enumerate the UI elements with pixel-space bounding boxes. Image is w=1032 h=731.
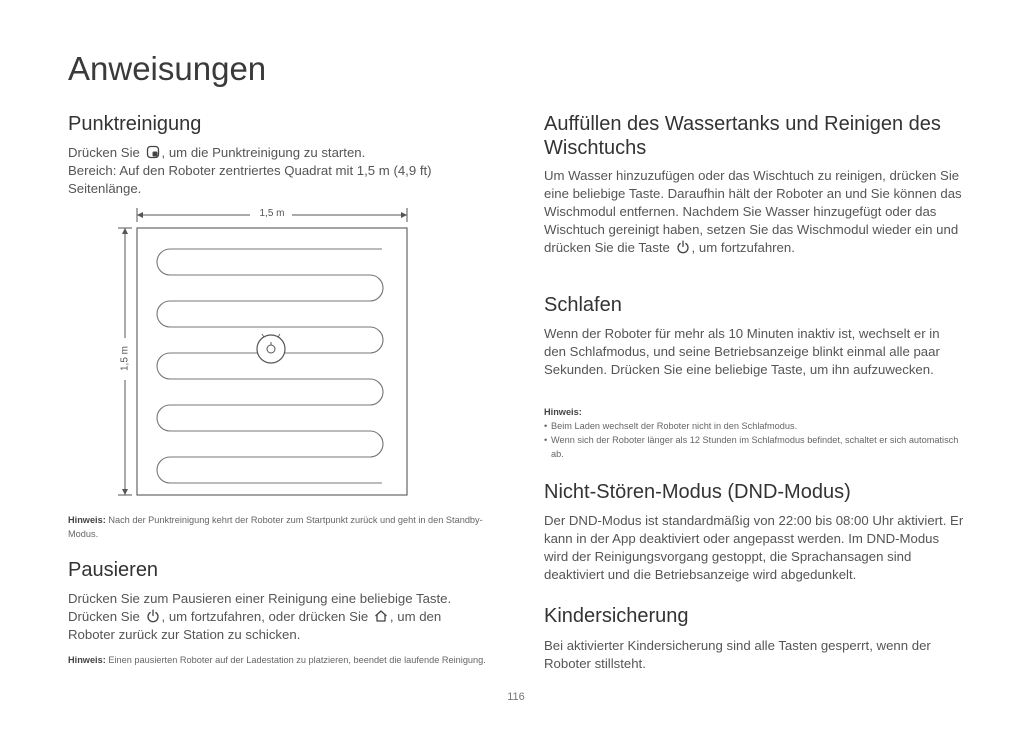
spot-note xyxy=(68,513,488,541)
child-lock-text: Bei aktivierter Kindersicherung sind alle Tasten gesperrt, wenn der Roboter stillsteht. xyxy=(544,638,931,671)
robot-icon xyxy=(257,335,285,363)
water-tank-heading: Auffüllen des Wassertanks und Reinigen des Wischtuchs xyxy=(544,113,941,159)
water-tank-text-end: , um fortzufahren. xyxy=(691,240,795,255)
water-tank-text xyxy=(544,167,964,257)
sleep-note-label: Hinweis: xyxy=(544,407,582,417)
spot-line1-pre: Drücken Sie xyxy=(68,145,140,160)
water-tank-text-main: Um Wasser hinzuzufügen oder das Wischtuch zu reinigen, drücken Sie eine beliebige Taste. Daraufhin hält der Roboter an und Sie können das Wischmodul entfernen. Nachdem Sie Wasser hinzugefügt oder das Wischtuch gereinigt haben, setzen Sie das Wischmodul wieder ein und drücken Sie die Taste xyxy=(544,168,962,255)
spot-cleaning-text xyxy=(68,144,488,198)
spot-area-text: Bereich: Auf den Roboter zentriertes Quadrat mit 1,5 m (4,9 ft) xyxy=(68,163,432,178)
pause-note-label: Hinweis: xyxy=(68,655,106,665)
power-icon xyxy=(146,609,160,623)
page-title: Anweisungen xyxy=(68,50,267,87)
dnd-heading: Nicht-Stören-Modus (DND-Modus) xyxy=(544,481,851,503)
sleep-note-bullet: • Wenn sich der Roboter länger als 12 Stunden im Schlafmodus befindet, schaltet er sich automatisch ab. xyxy=(544,433,964,461)
pause-line2-c: , um den xyxy=(389,609,442,624)
pause-line2-b: , um fortzufahren, oder drücken Sie xyxy=(161,609,369,624)
pause-note-text: Einen pausierten Roboter auf der Ladestation zu platzieren, beendet die laufende Reinigung. xyxy=(108,655,486,665)
home-icon xyxy=(374,609,388,623)
spot-note-label: Hinweis: xyxy=(68,515,106,525)
spot-cleaning-heading: Punktreinigung xyxy=(68,113,202,135)
page-number: 116 xyxy=(507,691,525,703)
pause-line2-a: Drücken Sie xyxy=(68,609,140,624)
spot-clean-icon xyxy=(146,145,160,159)
power-icon xyxy=(676,240,690,254)
spot-note-text: Nach der Punktreinigung kehrt der Roboter zum Startpunkt zurück und geht in den Standby-Modus. xyxy=(68,515,483,539)
pause-line1: Drücken Sie zum Pausieren einer Reinigung eine beliebige Taste. xyxy=(68,591,452,606)
sleep-text: Wenn der Roboter für mehr als 10 Minuten inaktiv ist, wechselt er in den Schlafmodus, und seine Betriebsanzeige blinkt einmal alle paar Sekunden. Drücken Sie eine beliebige Taste, um ihn aufzuwecken. xyxy=(544,326,940,377)
pause-line3: Roboter zurück zur Station zu schicken. xyxy=(68,627,301,642)
dimension-vertical-label: 1,5 m xyxy=(119,346,131,372)
sleep-note xyxy=(544,405,964,461)
spot-area-text-cont: Seitenlänge. xyxy=(68,181,142,196)
spot-line1-post: , um die Punktreinigung zu starten. xyxy=(161,145,366,160)
child-lock-heading: Kindersicherung xyxy=(544,605,689,627)
dimension-horizontal-label: 1,5 m xyxy=(259,208,285,219)
sleep-note-bullet: • Beim Laden wechselt der Roboter nicht in den Schlafmodus. xyxy=(544,419,964,433)
pause-text xyxy=(68,590,488,644)
sleep-heading: Schlafen xyxy=(544,294,622,316)
spot-cleaning-diagram xyxy=(110,205,420,500)
pause-note xyxy=(68,653,488,667)
pause-heading: Pausieren xyxy=(68,559,159,581)
dnd-text: Der DND-Modus ist standardmäßig von 22:00 bis 08:00 Uhr aktiviert. Er kann in der App deaktiviert oder angepasst werden. Im DND-Modus wird der Reinigungsvorgang gestoppt, die Sprachansagen sind deaktiviert und die Betriebsanzeige wird abgedunkelt. xyxy=(544,513,964,582)
